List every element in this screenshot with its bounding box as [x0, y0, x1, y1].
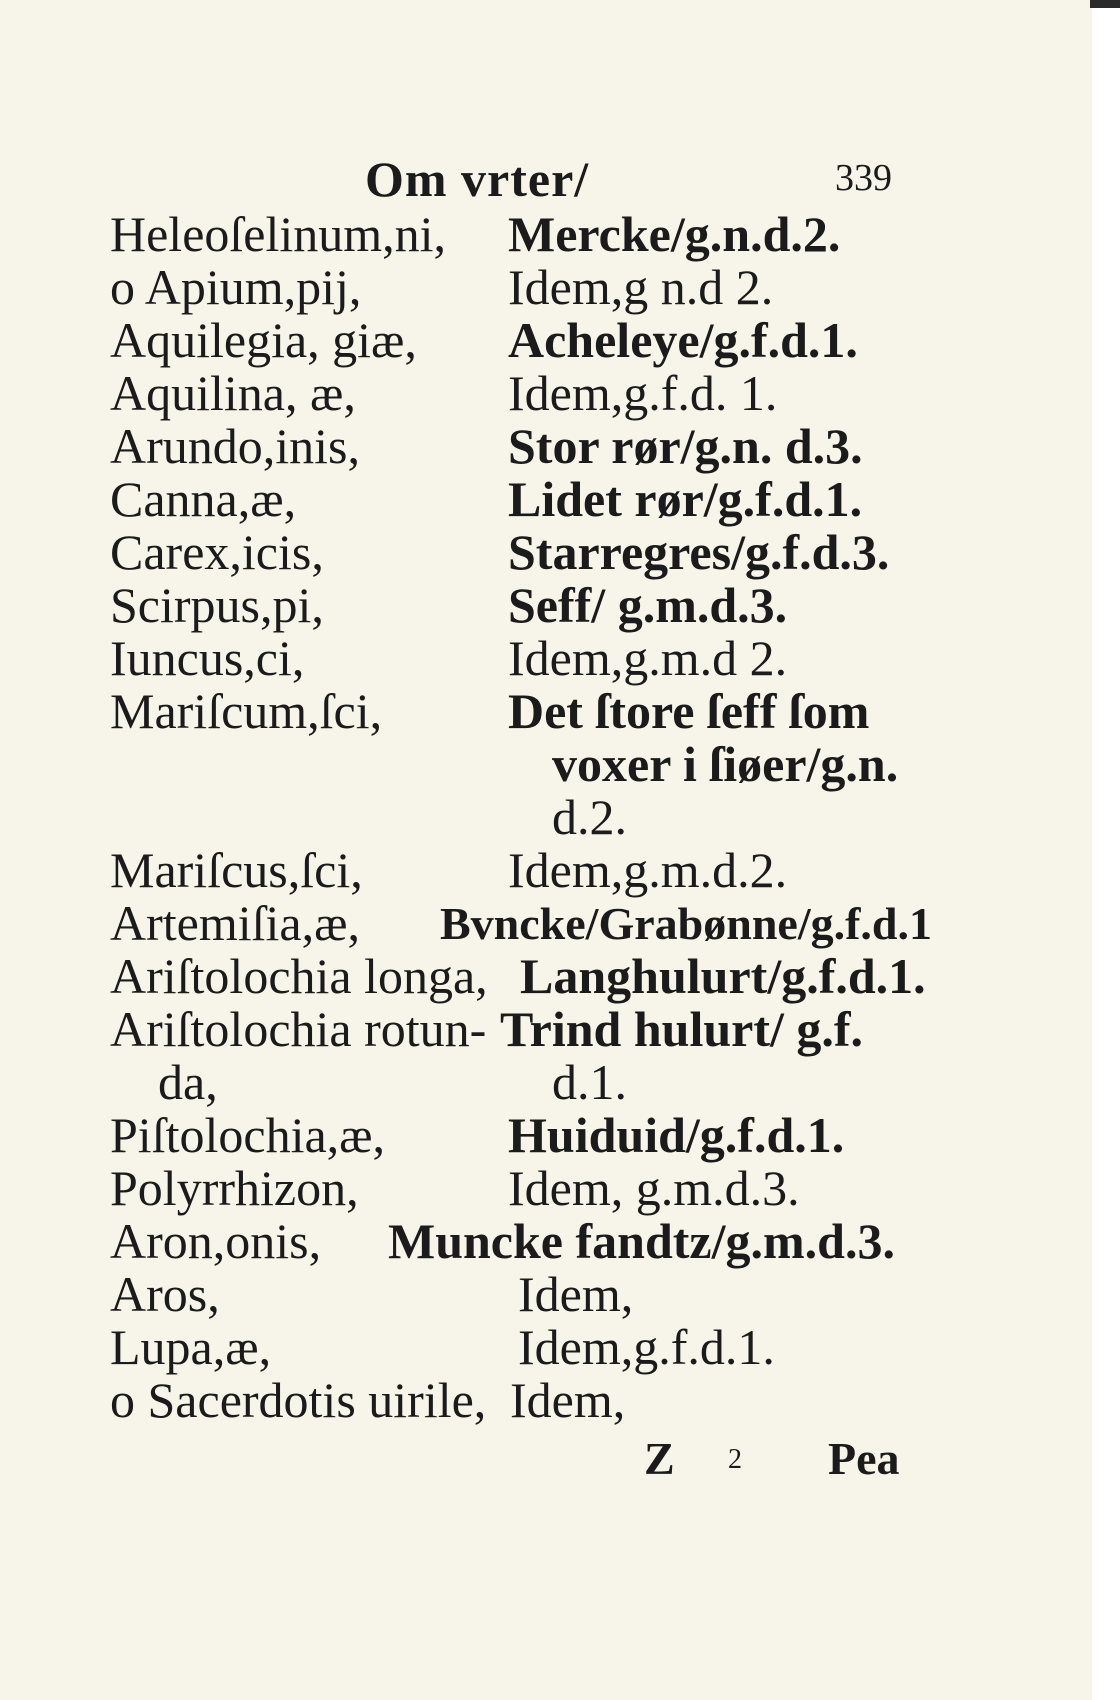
latin-term: da,: [158, 1054, 218, 1110]
glossary-entry-continuation: [0, 791, 1092, 844]
latin-term: Heleoſelinum,ni,: [110, 206, 447, 262]
vernacular-term: Trind hulurt/ g.f.: [500, 1001, 864, 1057]
latin-term: Aros,: [110, 1266, 220, 1322]
glossary-entry: [0, 1374, 1092, 1427]
vernacular-term: Seff/ g.m.d.3.: [508, 577, 788, 633]
glossary-entry: [0, 1003, 1092, 1056]
glossary-entry: [0, 897, 1092, 950]
vernacular-term: Muncke fandtz/g.m.d.3.: [388, 1213, 895, 1269]
vernacular-term: Idem,g.f.d.1.: [518, 1319, 775, 1375]
vernacular-term: voxer i ſiøer/g.n.: [552, 736, 899, 792]
glossary-entry: [0, 1109, 1092, 1162]
page-footer: [0, 1432, 1092, 1492]
glossary-entry: [0, 367, 1092, 420]
glossary-entry-continuation: [0, 738, 1092, 791]
glossary-entry: [0, 261, 1092, 314]
glossary-entry: [0, 526, 1092, 579]
latin-term: Artemiſia,æ,: [110, 895, 360, 951]
glossary-entry: [0, 950, 1092, 1003]
latin-term: Canna,æ,: [110, 471, 297, 527]
latin-term: Iuncus,ci,: [110, 630, 305, 686]
vernacular-term: Idem,: [510, 1372, 626, 1428]
glossary-entry: [0, 314, 1092, 367]
glossary-entry: [0, 473, 1092, 526]
vernacular-term: Idem,g.f.d. 1.: [508, 365, 778, 421]
latin-term: o Sacerdotis uirile,: [110, 1372, 487, 1428]
vernacular-term: Acheleye/g.f.d.1.: [508, 312, 858, 368]
latin-term: Arundo,inis,: [110, 418, 360, 474]
signature-number: 2: [728, 1444, 742, 1475]
latin-term: Ariſtolochia longa,: [110, 948, 488, 1004]
scan-margin: [1092, 0, 1120, 1700]
latin-term: Polyrrhizon,: [110, 1160, 359, 1216]
signature-mark: Z: [644, 1433, 675, 1484]
vernacular-term: d.2.: [552, 789, 627, 845]
vernacular-term: Lidet rør/g.f.d.1.: [508, 471, 863, 527]
scan-edge-mark: [1090, 0, 1120, 8]
glossary-entry: [0, 579, 1092, 632]
glossary-list: [0, 208, 1092, 1427]
vernacular-term: Idem,: [518, 1266, 634, 1322]
latin-term: Carex,icis,: [110, 524, 324, 580]
vernacular-term: Starregres/g.f.d.3.: [508, 524, 890, 580]
vernacular-term: Mercke/g.n.d.2.: [508, 206, 841, 262]
latin-term: Aquilina, æ,: [110, 365, 356, 421]
vernacular-term: Det ſtore ſeff ſom: [508, 683, 870, 739]
page-header: [110, 150, 910, 210]
latin-term: Aquilegia, giæ,: [110, 312, 417, 368]
vernacular-term: Idem, g.m.d.3.: [508, 1160, 800, 1216]
vernacular-term: Stor rør/g.n. d.3.: [508, 418, 863, 474]
latin-term: Mariſcus,ſci,: [110, 842, 363, 898]
vernacular-term: Bvncke/Grabønne/g.f.d.1: [440, 898, 933, 949]
glossary-entry-continuation: [0, 1056, 1092, 1109]
glossary-entry: [0, 632, 1092, 685]
vernacular-term: Idem,g.m.d 2.: [508, 630, 788, 686]
vernacular-term: d.1.: [552, 1054, 627, 1110]
latin-term: Piſtolochia,æ,: [110, 1107, 385, 1163]
latin-term: o Apium,pij,: [110, 259, 362, 315]
glossary-entry: [0, 844, 1092, 897]
latin-term: Ariſtolochia rotun-: [110, 1001, 487, 1057]
latin-term: Mariſcum,ſci,: [110, 683, 383, 739]
vernacular-term: Langhulurt/g.f.d.1.: [520, 948, 926, 1004]
vernacular-term: Huiduid/g.f.d.1.: [508, 1107, 845, 1163]
glossary-entry: [0, 208, 1092, 261]
catchword: Pea: [828, 1433, 900, 1484]
glossary-entry: [0, 1215, 1092, 1268]
running-title: Om vrter/: [365, 151, 590, 207]
glossary-entry: [0, 1321, 1092, 1374]
glossary-entry: [0, 685, 1092, 738]
latin-term: Scirpus,pi,: [110, 577, 324, 633]
latin-term: Lupa,æ,: [110, 1319, 272, 1375]
glossary-entry: [0, 1268, 1092, 1321]
page-number: 339: [835, 157, 892, 199]
vernacular-term: Idem,g.m.d.2.: [508, 842, 788, 898]
vernacular-term: Idem,g n.d 2.: [508, 259, 774, 315]
glossary-entry: [0, 420, 1092, 473]
latin-term: Aron,onis,: [110, 1213, 322, 1269]
glossary-entry: [0, 1162, 1092, 1215]
